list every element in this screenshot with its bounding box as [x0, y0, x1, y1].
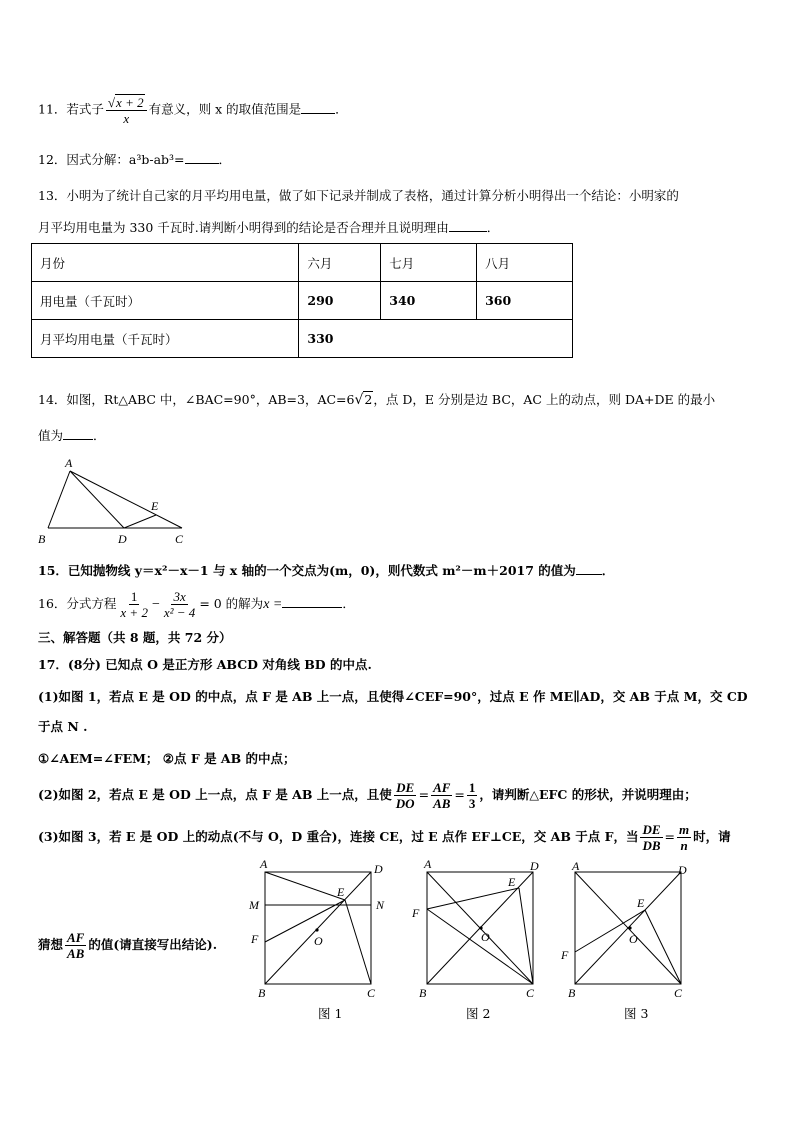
- question-17-p2: (2)如图 2，若点 E 是 OD 上一点，点 F 是 AB 上一点，且使 $\frac{DE}{DO}$ = $\frac{AF}{AB}$ = $\frac{1}{3}$ ，请判断△EFC 的形状，并说明理由；: [38, 780, 697, 811]
- triangle-figure: [30, 455, 200, 547]
- question-17-p1-line1: (1)如图 1，若点 E 是 OD 的中点，点 F 是 AB 上一点，且使得∠CEF=90°，过点 E 作 ME∥AD，交 AB 于点 M，交 CD: [38, 689, 748, 704]
- fig3-label-b: B: [568, 986, 576, 1000]
- fig2-label-d: D: [530, 859, 539, 873]
- fig3-label-a: A: [572, 859, 580, 873]
- table-cell: 340: [381, 282, 477, 320]
- q11-prefix: 11．若式子: [38, 101, 104, 117]
- table-cell: 六月: [299, 244, 381, 282]
- fig2-label-b: B: [419, 986, 427, 1000]
- figure-3: [556, 856, 696, 1006]
- label-b: B: [38, 532, 46, 546]
- label-d: D: [118, 532, 127, 546]
- fig1-label-n: N: [376, 898, 385, 912]
- question-14-line1: 14．如图，Rt△ABC 中，∠BAC=90°，AB=3，AC=6√2，点 D，E 分别是边 BC，AC 上的动点，则 DA+DE 的最小: [38, 392, 716, 408]
- table-cell: 290: [299, 282, 381, 320]
- question-13-line2: 月平均用电量为 330 千瓦时.请判断小明得到的结论是否合理并且说明理由 ．: [38, 220, 500, 235]
- fig3-label-o: O: [629, 932, 638, 946]
- fig1-label-f: F: [251, 932, 259, 946]
- table-row-header: [32, 244, 573, 282]
- table-cell: 360: [477, 282, 573, 320]
- figure-2: [408, 856, 548, 1006]
- table-row-average: [32, 320, 573, 358]
- fig3-label-d: D: [678, 863, 687, 877]
- figure-3-caption: 图 3: [624, 1006, 649, 1021]
- q11-fraction: $\frac{√x + 2}{x}$: [106, 94, 147, 126]
- figure-2-caption: 图 2: [466, 1006, 491, 1021]
- q16-answer-blank[interactable]: [282, 596, 342, 608]
- fig3-label-f: F: [561, 948, 569, 962]
- table-cell: 330: [299, 320, 573, 358]
- table-cell: 用电量（千瓦时）: [32, 282, 299, 320]
- figure-1: [246, 856, 396, 1006]
- table-cell: 月份: [32, 244, 299, 282]
- fig1-label-b: B: [258, 986, 266, 1000]
- fig2-label-e: E: [508, 875, 516, 889]
- q15-answer-blank[interactable]: [576, 563, 602, 575]
- figure-1-caption: 图 1: [318, 1006, 343, 1021]
- q11-suffix: 有意义，则 x 的取值范围是: [148, 101, 302, 117]
- electricity-table: [31, 243, 573, 358]
- sqrt-sign: √: [354, 392, 364, 408]
- table-row-usage: [32, 282, 573, 320]
- fig1-label-d: D: [374, 862, 383, 876]
- table-cell: 月平均用电量（千瓦时）: [32, 320, 299, 358]
- q14-answer-blank[interactable]: [63, 428, 93, 440]
- question-17-p3: (3)如图 3，若 E 是 OD 上的动点(不与 O，D 重合)，连接 CE，过 E 点作 EF⊥CE，交 AB 于点 F，当 $\frac{DE}{DB}$ = $\frac{m}{n}$ 时，请: [38, 822, 731, 853]
- question-14-line2: 值为 ．: [38, 428, 106, 443]
- question-11: 11．若式子 $\frac{√x + 2}{x}$ 有意义，则 x 的取值范围是 ．: [38, 95, 348, 126]
- q11-answer-blank[interactable]: [301, 102, 335, 114]
- question-17-p3-line2: 猜想 $\frac{AF}{AB}$ 的值(请直接写出结论).: [38, 930, 218, 961]
- fig2-label-a: A: [424, 857, 432, 871]
- table-cell: 七月: [381, 244, 477, 282]
- q12-answer-blank[interactable]: [185, 152, 219, 164]
- label-a: A: [65, 456, 73, 470]
- fig3-label-e: E: [637, 896, 645, 910]
- q12-text: 12．因式分解：a³b-ab³=: [38, 152, 185, 167]
- question-17-p1-items: ①∠AEM=∠FEM； ②点 F 是 AB 的中点；: [38, 751, 296, 766]
- fig1-label-e: E: [337, 885, 345, 899]
- question-12: 12．因式分解：a³b-ab³= ．: [38, 152, 232, 167]
- question-15: 15．已知抛物线 y＝x²－x－1 与 x 轴的一个交点为(m，0)，则代数式 m²－m＋2017 的值为 ．: [38, 563, 615, 578]
- label-c: C: [175, 532, 184, 546]
- question-13-line1: 13．小明为了统计自己家的月平均用电量，做了如下记录并制成了表格，通过计算分析小明得出一个结论：小明家的: [38, 188, 679, 203]
- section-heading: 三、解答题（共 8 题，共 72 分）: [38, 630, 232, 645]
- table-cell: 八月: [477, 244, 573, 282]
- fig1-label-a: A: [260, 857, 268, 871]
- fig1-label-o: O: [314, 934, 323, 948]
- fig2-label-c: C: [526, 986, 535, 1000]
- q13-answer-blank[interactable]: [449, 220, 487, 232]
- question-17-p1-line2: 于点 N .: [38, 719, 88, 734]
- label-e: E: [151, 499, 159, 513]
- fig1-label-c: C: [367, 986, 376, 1000]
- fig3-label-c: C: [674, 986, 683, 1000]
- question-16: 16．分式方程 $\frac{1}{x + 2}$ − $\frac{3x}{\text{x² − 4}}$ = 0 的解为x = ．: [38, 589, 355, 620]
- fig2-label-f: F: [412, 906, 420, 920]
- fig1-label-m: M: [249, 898, 259, 912]
- question-17-intro: 17．(8分) 已知点 O 是正方形 ABCD 对角线 BD 的中点.: [38, 657, 372, 672]
- fig2-label-o: O: [481, 930, 490, 944]
